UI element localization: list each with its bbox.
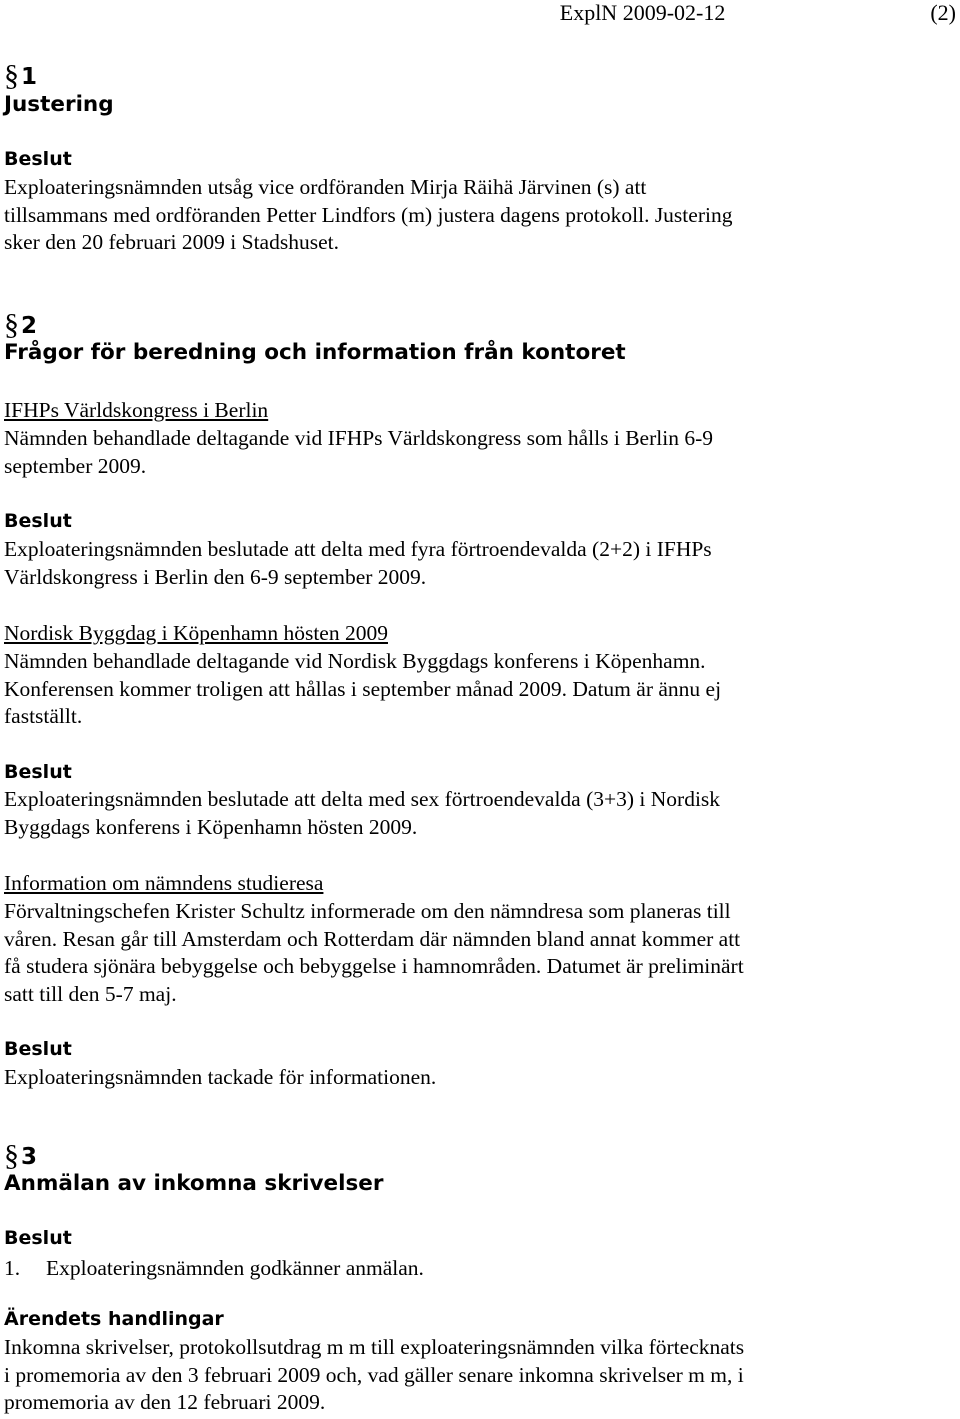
text-line: satt till den 5-7 maj. <box>4 981 177 1006</box>
section-3-beslut-label: Beslut <box>4 1227 72 1249</box>
section-2-title: Frågor för beredning och information från kontoret <box>4 340 626 365</box>
text-line: Byggdags konferens i Köpenhamn hösten 2009. <box>4 814 418 839</box>
section-sign-icon: § <box>4 59 19 92</box>
section-2-number: § 2 <box>4 308 38 341</box>
studieresa-heading: Information om nämndens studieresa <box>4 871 324 895</box>
ifhps-beslut-text <box>4 536 712 591</box>
ifhps-text <box>4 425 713 480</box>
text-line: i promemoria av den 3 februari 2009 och, vad gäller senare inkomna skrivelser m m, i <box>4 1362 744 1387</box>
section-sign-icon: § <box>4 308 19 341</box>
section-3-title: Anmälan av inkomna skrivelser <box>4 1171 384 1196</box>
list-item <box>4 1255 424 1283</box>
section-1-beslut-label: Beslut <box>4 148 72 170</box>
nordisk-byggdag-beslut-text <box>4 786 720 841</box>
text-line: september 2009. <box>4 453 147 478</box>
studieresa-beslut-text <box>4 1064 436 1092</box>
text-line: Exploateringsnämnden tackade för informationen. <box>4 1065 437 1089</box>
arendets-handlingar-text <box>4 1334 744 1417</box>
text-line: Exploateringsnämnden beslutade att delta med sex förtroendevalda (3+3) i Nordisk <box>4 787 721 811</box>
text-line: Inkomna skrivelser, protokollsutdrag m m till exploateringsnämnden vilka förtecknats <box>4 1335 745 1359</box>
nordisk-byggdag-heading: Nordisk Byggdag i Köpenhamn hösten 2009 <box>4 621 388 645</box>
text-line: Världskongress i Berlin den 6-9 september 2009. <box>4 564 427 589</box>
text-line: fastställt. <box>4 704 83 728</box>
text-line: promemoria av den 12 februari 2009. <box>4 1390 326 1414</box>
page-header <box>560 0 956 26</box>
text-line: sker den 20 februari 2009 i Stadshuset. <box>4 230 339 254</box>
text-line: Nämnden behandlade deltagande vid Nordisk Byggdags konferens i Köpenhamn. <box>4 649 706 673</box>
section-1-title: Justering <box>4 92 114 117</box>
list-item-number: 1. <box>4 1256 21 1280</box>
text-line: tillsammans med ordföranden Petter Lindfors (m) justera dagens protokoll. Justering <box>4 202 733 227</box>
text-line: Konferensen kommer troligen att hållas i september månad 2009. Datum är ännu ej <box>4 676 722 701</box>
text-line: våren. Resan går till Amsterdam och Rotterdam där nämnden bland annat kommer att <box>4 926 741 951</box>
arendets-handlingar-label: Ärendets handlingar <box>4 1308 224 1330</box>
text-line: Nämnden behandlade deltagande vid IFHPs Världskongress som hålls i Berlin 6-9 <box>4 426 713 450</box>
studieresa-beslut-label: Beslut <box>4 1038 72 1060</box>
ifhps-heading: IFHPs Världskongress i Berlin <box>4 398 269 422</box>
nordisk-byggdag-text <box>4 648 721 731</box>
document-reference: ExplN 2009-02-12 <box>559 0 726 25</box>
list-item-text: Exploateringsnämnden godkänner anmälan. <box>46 1256 424 1280</box>
section-1-number: § 1 <box>4 59 38 92</box>
text-line: få studera sjönära bebyggelse och bebyggelse i hamnområden. Datumet är preliminärt <box>4 954 744 978</box>
section-1-text <box>4 174 732 257</box>
text-line: Förvaltningschefen Krister Schultz informerade om den nämndresa som planeras till <box>4 899 731 923</box>
section-3-number: § 3 <box>4 1139 38 1172</box>
text-line: Exploateringsnämnden beslutade att delta med fyra förtroendevalda (2+2) i IFHPs <box>4 537 712 561</box>
nordisk-byggdag-beslut-label: Beslut <box>4 761 72 783</box>
studieresa-text <box>4 898 744 1008</box>
ifhps-beslut-label: Beslut <box>4 510 72 532</box>
section-sign-icon: § <box>4 1139 19 1172</box>
page-number: (2) <box>930 0 956 25</box>
text-line: Exploateringsnämnden utsåg vice ordföranden Mirja Räihä Järvinen (s) att <box>4 175 647 199</box>
